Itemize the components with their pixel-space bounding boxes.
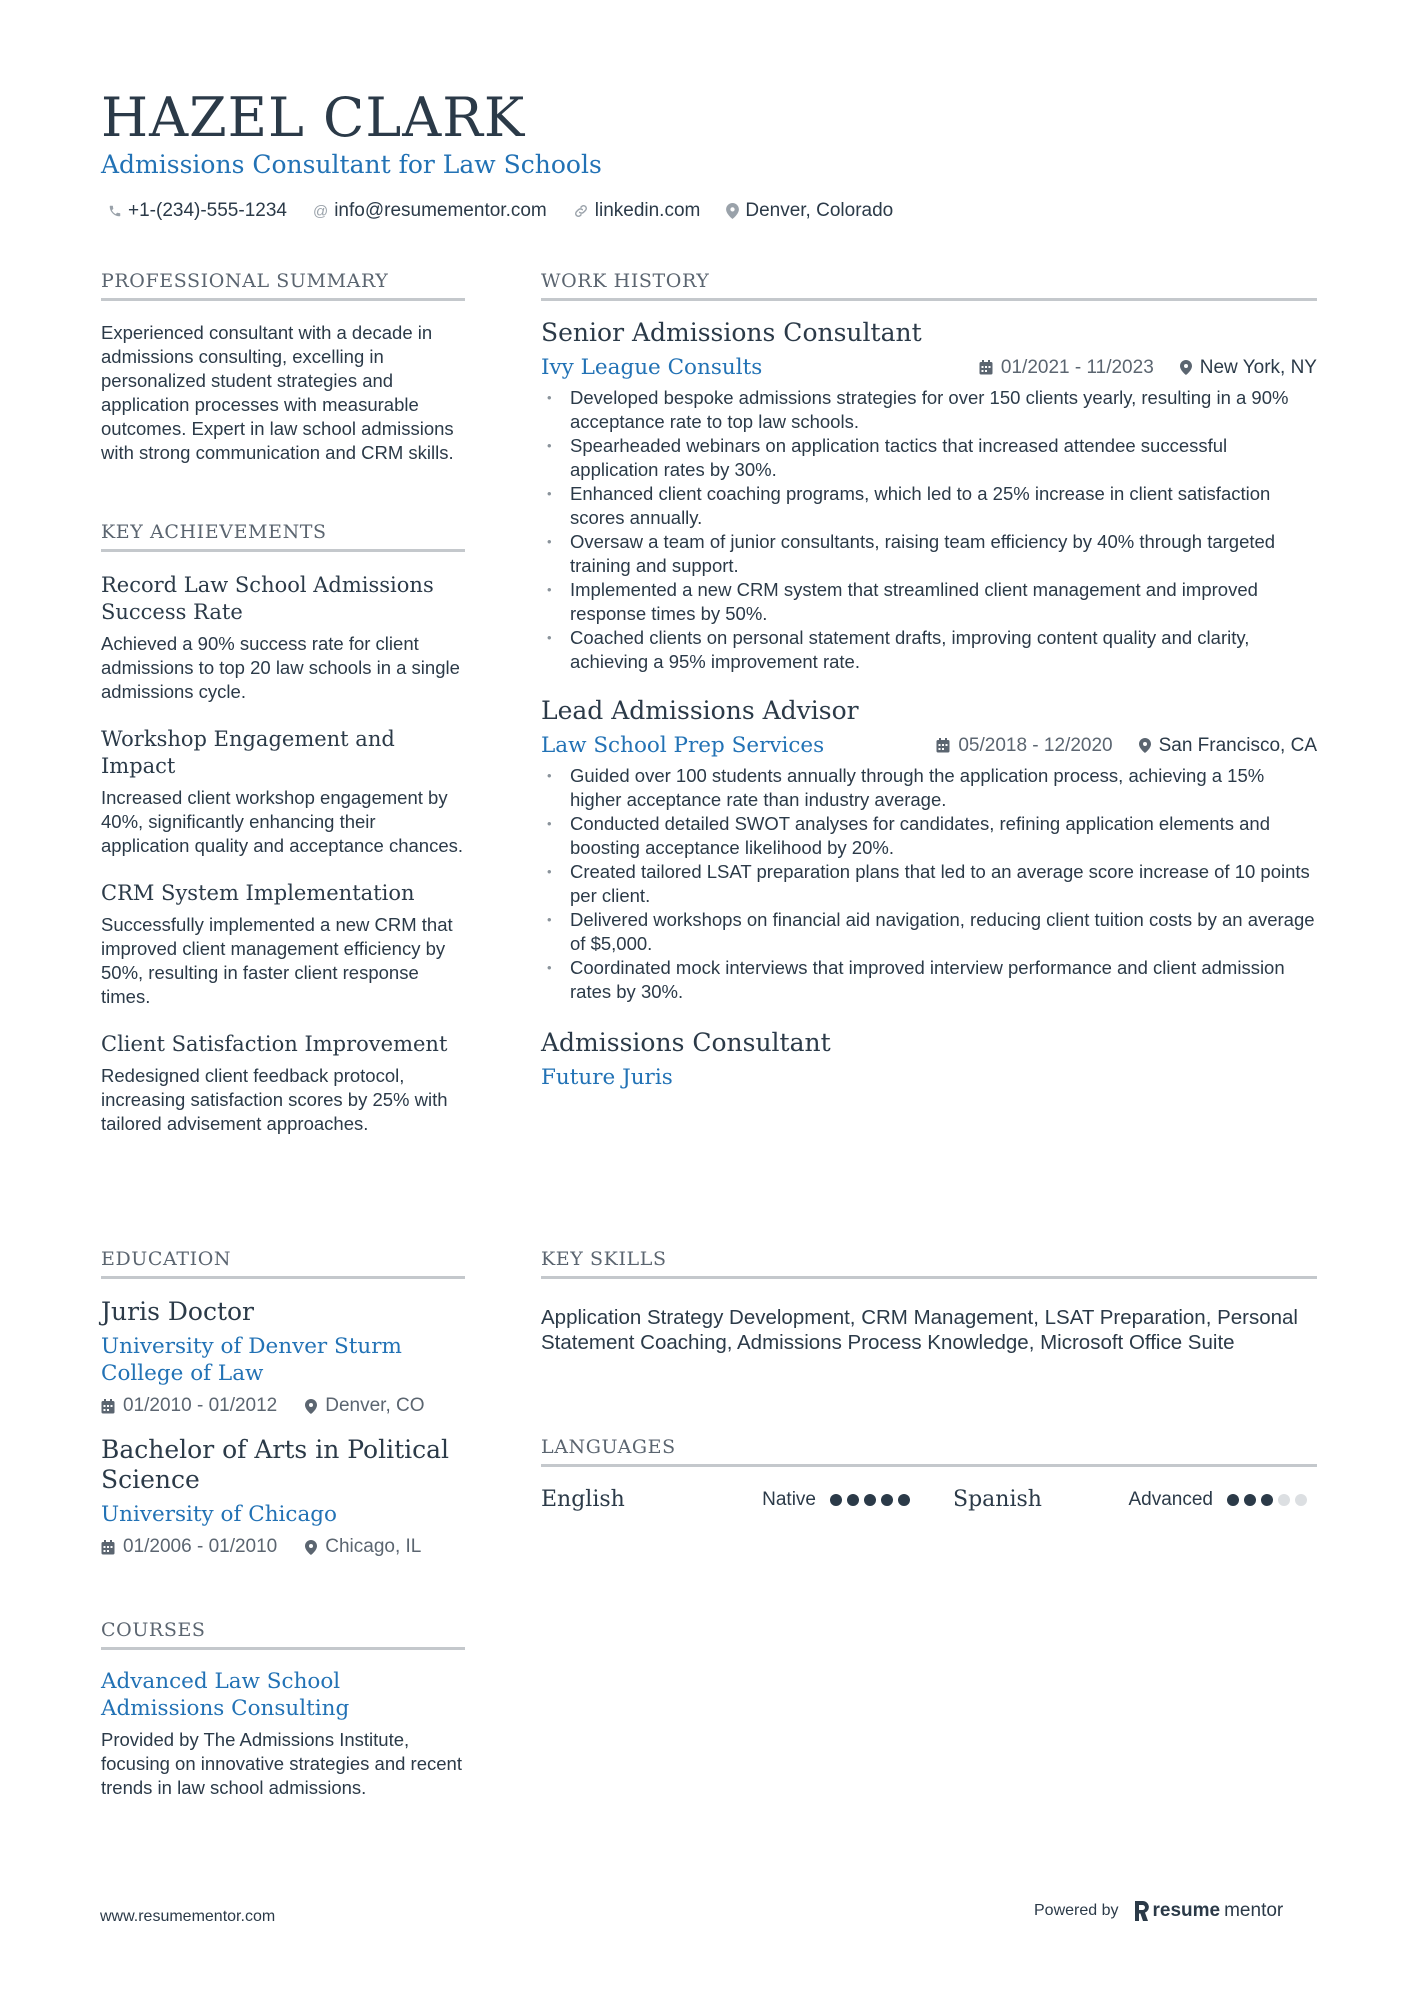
brand-name-regular: mentor — [1224, 1900, 1284, 1921]
rating-dot-filled — [881, 1494, 893, 1506]
achievements-section — [101, 521, 465, 1136]
course-title: Advanced Law School Admissions Consulting — [101, 1669, 350, 1721]
job-location-text: San Francisco, CA — [1158, 734, 1317, 756]
job-bullets — [541, 386, 1317, 674]
rating-dot-filled — [847, 1494, 859, 1506]
location-pin-icon — [1139, 738, 1151, 753]
job-bullet: • Guided over 100 students annually through the application process, achieving a 15% higher acceptance rate than industry average. — [541, 764, 1317, 812]
language-item — [953, 1487, 1317, 1512]
summary-heading: PROFESSIONAL SUMMARY — [101, 270, 465, 301]
job-bullet: • Coordinated mock interviews that improved interview performance and client admission rates by 30%. — [541, 956, 1317, 1004]
work-heading: WORK HISTORY — [541, 270, 1317, 301]
rating-dot-filled — [830, 1494, 842, 1506]
achievement-text: Increased client workshop engagement by 40%, significantly enhancing their application quality and acceptance chances. — [101, 787, 464, 856]
language-rating — [1227, 1494, 1307, 1506]
contact-email[interactable] — [313, 200, 547, 222]
at-icon: @ — [312, 202, 329, 220]
job-dates-text: 05/2018 - 12/2020 — [958, 734, 1113, 756]
education-location-text: Chicago, IL — [325, 1536, 422, 1557]
location-pin-icon — [726, 203, 739, 219]
job-row — [541, 1065, 1317, 1090]
achievement-text: Successfully implemented a new CRM that improved client management efficiency by 50%, resulting in faster client response times. — [101, 914, 453, 1007]
languages-section — [541, 1436, 1317, 1512]
brand-name-bold: resume — [1152, 1900, 1221, 1921]
education-meta — [101, 1536, 465, 1558]
job-bullet: • Implemented a new CRM system that streamlined client management and improved response times by 50%. — [541, 578, 1317, 626]
education-heading: EDUCATION — [101, 1248, 465, 1279]
brand-mark-icon — [1133, 1901, 1149, 1921]
job-location — [1139, 735, 1317, 757]
job-title: Admissions Consultant — [541, 1028, 831, 1057]
achievement-title: Workshop Engagement and Impact — [101, 727, 395, 778]
education-dates-text: 01/2006 - 01/2010 — [123, 1536, 278, 1557]
job-bullet: • Spearheaded webinars on application tactics that increased attendee successful application rates by 30%. — [541, 434, 1317, 482]
job-location — [1180, 357, 1317, 379]
achievements-heading: KEY ACHIEVEMENTS — [101, 521, 465, 552]
summary-section — [101, 270, 465, 465]
rating-dot-filled — [898, 1494, 910, 1506]
achievement-text: Achieved a 90% success rate for client admissions to top 20 law schools in a single admissions cycle. — [101, 633, 460, 702]
candidate-name: HAZEL CLARK — [101, 86, 526, 149]
job-item — [541, 1028, 1317, 1090]
education-dates-text: 01/2010 - 01/2012 — [123, 1395, 278, 1416]
language-level: Native — [762, 1488, 816, 1510]
rating-dot-empty — [1295, 1494, 1307, 1506]
calendar-icon — [101, 1399, 115, 1414]
powered-by-label: Powered by — [1034, 1902, 1119, 1919]
language-name: Spanish — [953, 1487, 1042, 1512]
education-section — [101, 1248, 465, 1558]
job-bullet: • Enhanced client coaching programs, which led to a 25% increase in client satisfaction scores annually. — [541, 482, 1317, 530]
education-item — [101, 1297, 465, 1417]
job-meta — [936, 735, 1317, 757]
skills-heading: KEY SKILLS — [541, 1248, 1317, 1279]
contact-location — [726, 200, 893, 222]
footer-branding — [1034, 1900, 1283, 1922]
contact-linkedin[interactable] — [573, 200, 701, 222]
achievement-text: Redesigned client feedback protocol, increasing satisfaction scores by 25% with tailored advisement approaches. — [101, 1065, 448, 1134]
job-bullet: • Created tailored LSAT preparation plans that led to an average score increase of 10 points per client. — [541, 860, 1317, 908]
job-title: Lead Admissions Advisor — [541, 696, 859, 725]
education-location — [305, 1536, 421, 1558]
rating-dot-filled — [864, 1494, 876, 1506]
language-rating — [830, 1494, 910, 1506]
contact-bar — [108, 200, 893, 222]
achievement-item — [101, 726, 465, 858]
email-text: info@resumementor.com — [334, 200, 547, 221]
footer-website[interactable]: www.resumementor.com — [100, 1908, 276, 1925]
job-company: Law School Prep Services — [541, 733, 825, 758]
calendar-icon — [979, 360, 993, 375]
work-section — [541, 270, 1317, 1090]
job-dates-text: 01/2021 - 11/2023 — [1000, 356, 1154, 378]
summary-text: Experienced consultant with a decade in admissions consulting, excelling in personalized student strategies and application processes with measurable outcomes. Expert in law school admissions with strong communication and CRM skills. — [101, 322, 454, 463]
achievement-item — [101, 572, 465, 704]
rating-dot-empty — [1278, 1494, 1290, 1506]
languages-list — [541, 1487, 1317, 1512]
job-company: Ivy League Consults — [541, 355, 763, 380]
job-bullet: • Delivered workshops on financial aid navigation, reducing client tuition costs by an average of $5,000. — [541, 908, 1317, 956]
languages-heading: LANGUAGES — [541, 1436, 1317, 1467]
education-meta — [101, 1395, 465, 1417]
contact-phone — [108, 200, 287, 222]
achievement-item — [101, 1031, 465, 1136]
achievement-title: Client Satisfaction Improvement — [101, 1032, 448, 1056]
location-pin-icon — [305, 1540, 317, 1555]
language-item — [541, 1487, 953, 1512]
course-text: Provided by The Admissions Institute, focusing on innovative strategies and recent trends in law school admissions. — [101, 1729, 462, 1798]
calendar-icon — [936, 738, 950, 753]
job-bullet: • Oversaw a team of junior consultants, raising team efficiency by 40% through targeted training and support. — [541, 530, 1317, 578]
language-name: English — [541, 1487, 625, 1512]
job-dates — [936, 735, 1112, 757]
rating-dot-filled — [1244, 1494, 1256, 1506]
courses-section — [101, 1619, 465, 1800]
job-bullet: • Developed bespoke admissions strategies for over 150 clients yearly, resulting in a 90% acceptance rate to top law schools. — [541, 386, 1317, 434]
job-bullet: • Conducted detailed SWOT analyses for candidates, refining application elements and boosting acceptance likelihood by 20%. — [541, 812, 1317, 860]
education-location-text: Denver, CO — [325, 1395, 425, 1416]
phone-text: +1-(234)-555-1234 — [128, 200, 287, 221]
rating-dot-filled — [1227, 1494, 1239, 1506]
link-icon — [573, 203, 589, 219]
linkedin-text: linkedin.com — [594, 200, 701, 221]
location-text: Denver, Colorado — [745, 200, 894, 221]
achievement-item — [101, 880, 465, 1009]
candidate-role: Admissions Consultant for Law Schools — [101, 150, 602, 179]
education-item — [101, 1435, 465, 1558]
education-school: University of Denver Sturm College of Law — [101, 1334, 402, 1386]
job-item — [541, 696, 1317, 1004]
job-location-text: New York, NY — [1199, 356, 1317, 378]
course-item — [101, 1668, 465, 1800]
education-degree: Bachelor of Arts in Political Science — [101, 1435, 450, 1494]
phone-icon — [108, 204, 122, 218]
location-pin-icon — [305, 1399, 317, 1414]
right-column — [541, 270, 1317, 1512]
skills-text: Application Strategy Development, CRM Management, LSAT Preparation, Personal Statement Coaching, Admissions Process Knowledge, Microsoft Office Suite — [541, 1306, 1298, 1354]
education-dates — [101, 1395, 277, 1417]
achievement-title: Record Law School Admissions Success Rate — [101, 573, 434, 624]
job-bullet: • Coached clients on personal statement drafts, improving content quality and clarity, achieving a 95% improvement rate. — [541, 626, 1317, 674]
job-title: Senior Admissions Consultant — [541, 318, 922, 347]
achievement-title: CRM System Implementation — [101, 881, 415, 905]
job-row — [541, 355, 1317, 380]
education-dates — [101, 1536, 277, 1558]
job-row — [541, 733, 1317, 758]
education-degree: Juris Doctor — [101, 1297, 254, 1326]
education-location — [305, 1395, 424, 1417]
job-meta — [979, 357, 1317, 379]
courses-heading: COURSES — [101, 1619, 465, 1650]
skills-section — [541, 1248, 1317, 1355]
education-school: University of Chicago — [101, 1502, 337, 1527]
job-dates — [979, 357, 1154, 379]
job-company: Future Juris — [541, 1065, 673, 1090]
location-pin-icon — [1180, 360, 1192, 375]
job-item — [541, 318, 1317, 674]
left-column — [101, 270, 465, 1798]
job-bullets — [541, 764, 1317, 1004]
rating-dot-filled — [1261, 1494, 1273, 1506]
calendar-icon — [101, 1540, 115, 1555]
brand-logo[interactable] — [1133, 1900, 1284, 1922]
language-level: Advanced — [1128, 1488, 1213, 1510]
